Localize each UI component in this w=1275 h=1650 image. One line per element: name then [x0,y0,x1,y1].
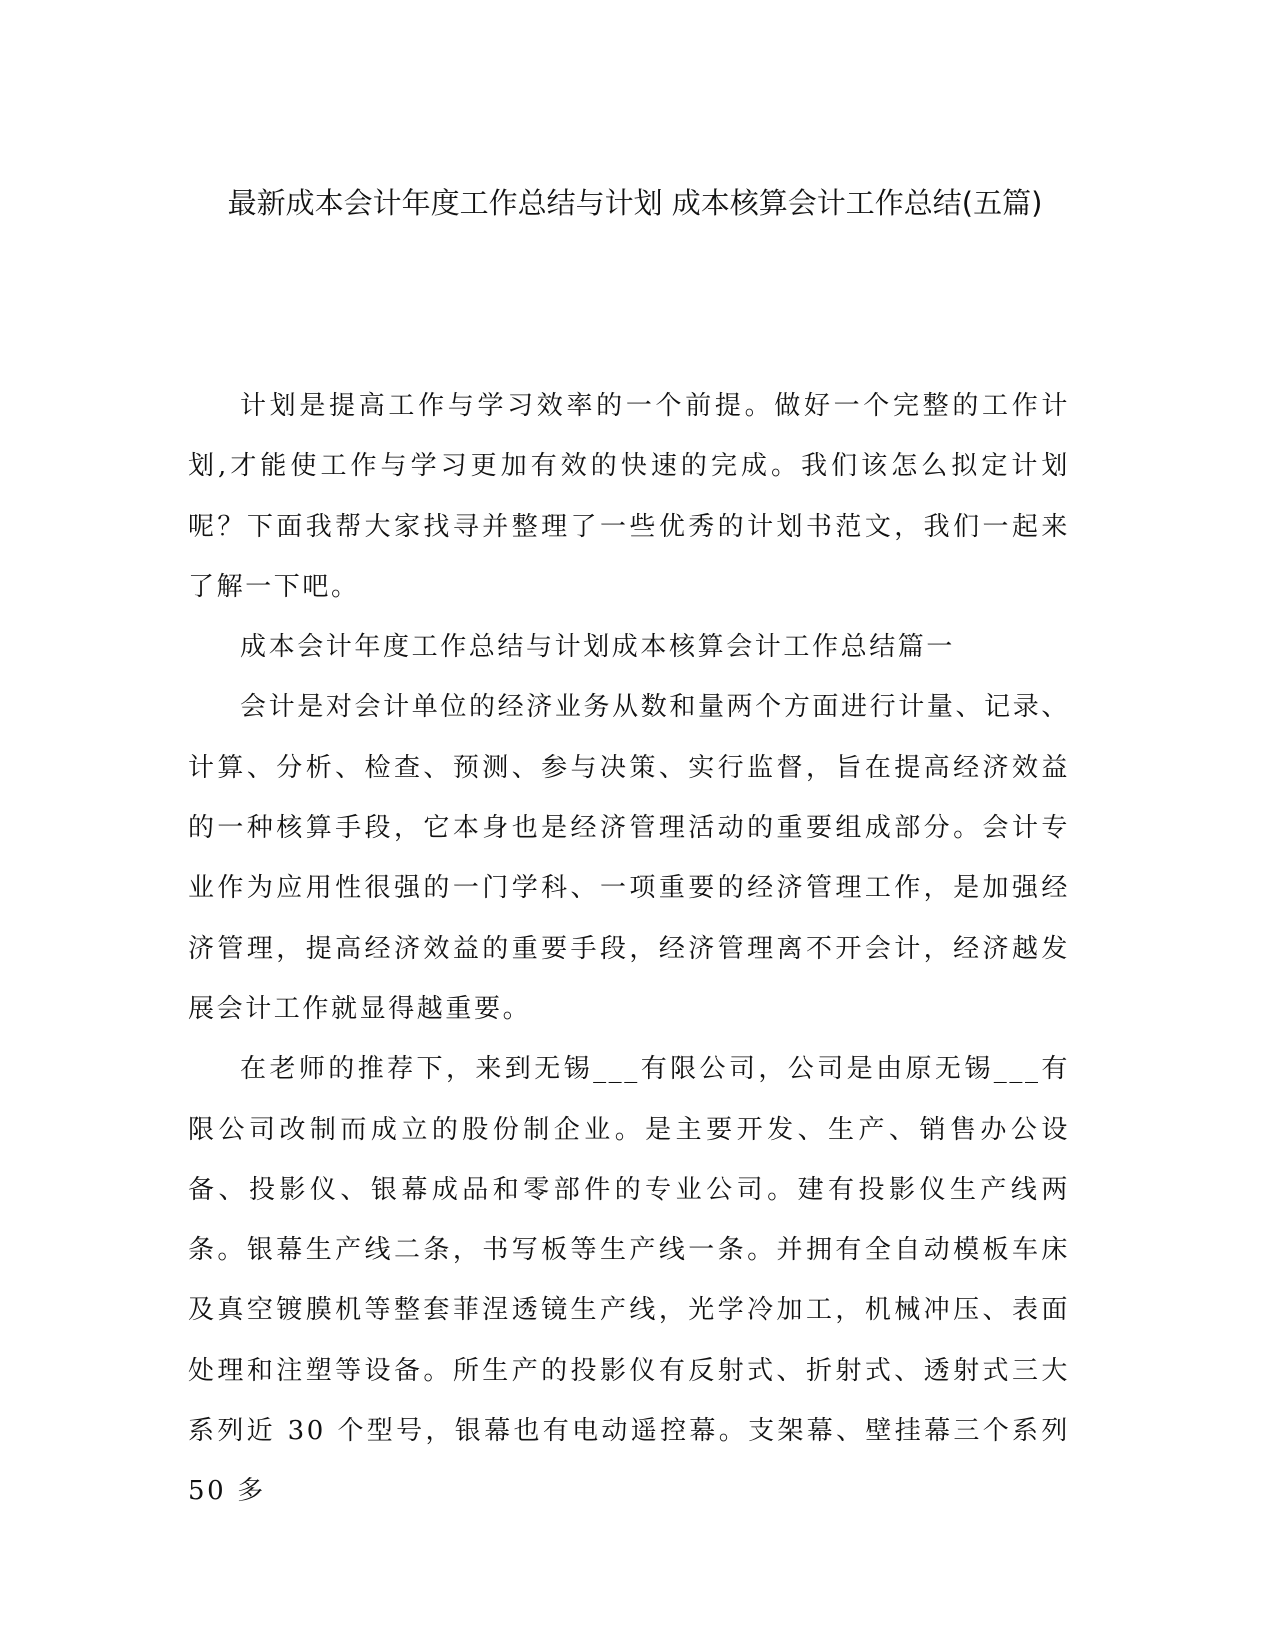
paragraph-accounting-definition: 会计是对会计单位的经济业务从数和量两个方面进行计量、记录、计算、分析、检查、预测、参与决策、实行监督，旨在提高经济效益的一种核算手段，它本身也是经济管理活动的重要组成部分。会计专业作为应用性很强的一门学科、一项重要的经济管理工作，是加强经济管理，提高经济效益的重要手段，经济管理离不开会计，经济越发展会计工作就显得越重要。 [188,692,1070,1024]
paragraph-section-heading: 成本会计年度工作总结与计划成本核算会计工作总结篇一 [240,632,956,663]
document-title: 最新成本会计年度工作总结与计划 成本核算会计工作总结(五篇) [227,186,1043,220]
paragraph-intro: 计划是提高工作与学习效率的一个前提。做好一个完整的工作计划,才能使工作与学习更加有效的快速的完成。我们该怎么拟定计划呢？下面我帮大家找寻并整理了一些优秀的计划书范文，我们一起来了解一下吧。 [188,391,1070,602]
paragraph-company-intro: 在老师的推荐下，来到无锡___有限公司，公司是由原无锡___有限公司改制而成立的股份制企业。是主要开发、生产、销售办公设备、投影仪、银幕成品和零部件的专业公司。建有投影仪生产线两条。银幕生产线二条，书写板等生产线一条。并拥有全自动模板车床及真空镀膜机等整套菲涅透镜生产线，光学冷加工，机械冲压、表面处理和注塑等设备。所生产的投影仪有反射式、折射式、透射式三大系列近 30 个型号，银幕也有电动遥控幕。支架幕、壁挂幕三个系列 50 多 [188,1054,1070,1507]
document-body [188,376,1070,1522]
